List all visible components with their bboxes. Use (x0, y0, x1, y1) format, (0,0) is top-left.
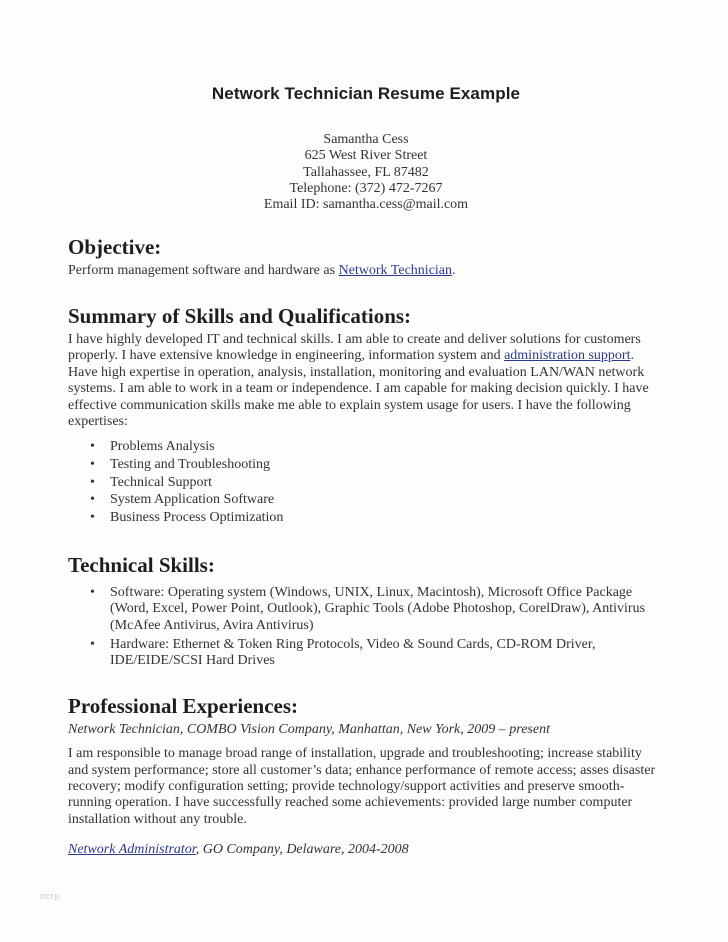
list-item (90, 491, 664, 509)
summary-paragraph (68, 332, 664, 430)
list-item-text: Software: Operating system (Windows, UNIX, Linux, Macintosh), Microsoft Office Package (Word, Excel, Power Point, Outlook), Graphic Tools (Adobe Photoshop, CorelDraw), Antivirus (McAfee Antivirus, Avira Antivirus) (110, 584, 646, 634)
objective-text-after: . (452, 263, 456, 279)
document-title: Network Technician Resume Example (211, 84, 521, 103)
bullet-icon: • (90, 492, 95, 508)
job1-description: I am responsible to manage broad range of installation, upgrade and troubleshooting; increase stability and system performance; store all customer’s data; enhance performance of remote access; asses disaster recovery; modify configuration setting; provide technology/support activities and preserve smooth-running operation. I have successfully reached some achievements: provided large number computer installation without any trouble. (68, 746, 656, 827)
bullet-icon: • (90, 584, 95, 600)
network-technician-link[interactable]: Network Technician (338, 263, 453, 279)
experience-heading: Professional Experiences: (68, 693, 298, 718)
list-item-text: Hardware: Ethernet & Token Ring Protocols, Video & Sound Cards, CD-ROM Driver, IDE/EIDE/SCSI Hard Drives (110, 636, 596, 669)
list-item (90, 438, 664, 456)
contact-block (68, 132, 664, 213)
technical-skills-heading: Technical Skills: (68, 552, 215, 577)
watermark: ncrp (40, 891, 60, 901)
job1-title: Network Technician, COMBO Vision Company, Manhattan, New York, 2009 – present (68, 721, 550, 737)
bullet-icon: • (90, 474, 95, 490)
list-item (90, 637, 664, 670)
list-item-text: Problems Analysis (110, 439, 215, 455)
contact-street: 625 West River Street (304, 148, 428, 164)
contact-phone: Telephone: (372) 472-7267 (289, 180, 443, 196)
list-item (90, 509, 664, 527)
objective-text (68, 263, 664, 279)
technical-skills-list (68, 585, 664, 670)
objective-heading: Objective: (68, 235, 162, 260)
bullet-icon: • (90, 457, 95, 473)
list-item (90, 456, 664, 474)
experience-section (68, 694, 664, 859)
contact-email: Email ID: samantha.cess@mail.com (263, 197, 469, 213)
expertise-list (68, 438, 664, 527)
objective-section (68, 235, 664, 279)
summary-text-part2: . Have high expertise in operation, analysis, installation, monitoring and evaluation LAN/WAN network systems. I am able to work in a team or independence. I am capable for making decision quickly. I have effective communication skills make me able to explain system usage for users. I have the following expertises: (68, 348, 649, 429)
contact-name: Samantha Cess (323, 132, 409, 147)
technical-skills-section (68, 553, 664, 670)
job2-title-rest: , GO Company, Delaware, 2004-2008 (195, 842, 409, 858)
contact-city: Tallahassee, FL 87482 (303, 164, 429, 180)
summary-section (68, 304, 664, 527)
summary-heading: Summary of Skills and Qualifications: (68, 303, 412, 328)
network-administrator-link[interactable]: Network Administrator (68, 842, 196, 858)
bullet-icon: • (90, 439, 95, 455)
summary-text-part1: I have highly developed IT and technical skills. I am able to create and deliver solutions for customers properly. I have extensive knowledge in engineering, information system and (68, 331, 641, 364)
list-item-text: Technical Support (110, 474, 213, 490)
job2-title (68, 842, 664, 858)
bullet-icon: • (90, 510, 95, 526)
list-item (90, 474, 664, 492)
resume-content (68, 84, 664, 881)
bullet-icon: • (90, 636, 95, 652)
objective-text-before: Perform management software and hardware as (68, 263, 339, 279)
administration-support-link[interactable]: administration support (504, 348, 631, 364)
list-item-text: Testing and Troubleshooting (110, 457, 271, 473)
list-item-text: System Application Software (110, 492, 275, 508)
list-item (90, 585, 664, 635)
list-item-text: Business Process Optimization (110, 510, 284, 526)
